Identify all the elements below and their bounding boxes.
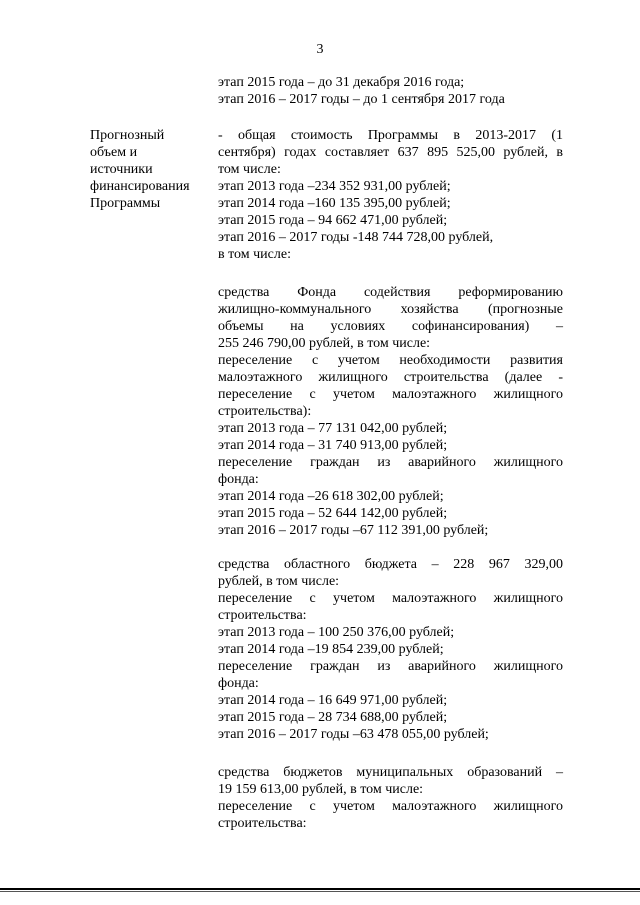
text-line: том числе:: [218, 162, 281, 177]
text-line: переселение граждан из аварийного жилищного: [218, 659, 563, 674]
text-line: этап 2015 года – 28 734 688,00 рублей;: [218, 710, 448, 725]
text-line: сентября) годах составляет 637 895 525,00 рублей, в: [218, 145, 563, 160]
text-line: средства областного бюджета – 228 967 329,00: [218, 557, 563, 572]
text-line: этап 2015 года – 52 644 142,00 рублей;: [218, 506, 448, 521]
text-line: рублей, в том числе:: [218, 574, 340, 589]
text-line: строительства:: [218, 608, 307, 623]
text-line: фонда:: [218, 472, 259, 487]
text-line: этап 2014 года – 16 649 971,00 рублей;: [218, 693, 448, 708]
text-line: переселение с учетом малоэтажного жилищного: [218, 387, 563, 402]
text-line: в том числе:: [218, 247, 291, 262]
fund-block: [218, 284, 563, 539]
text-line: этап 2014 года –160 135 395,00 рублей;: [218, 196, 451, 211]
text-line: - общая стоимость Программы в 2013-2017 (1: [218, 128, 563, 143]
text-line: переселение с учетом малоэтажного жилищного: [218, 799, 563, 814]
text-line: этап 2014 года – 31 740 913,00 рублей;: [218, 438, 448, 453]
total-cost-block: [218, 127, 563, 263]
text-line: этап 2013 года –234 352 931,00 рублей;: [218, 179, 451, 194]
text-line: строительства):: [218, 404, 312, 419]
text-line: 255 246 790,00 рублей, в том числе:: [218, 336, 431, 351]
text-line: жилищно-коммунального хозяйства (прогнозные: [218, 302, 563, 317]
text-line: малоэтажного жилищного строительства (далее -: [218, 370, 563, 385]
text-line: строительства:: [218, 816, 307, 831]
intro-line-2: этап 2016 – 2017 годы – до 1 сентября 2017 года: [218, 92, 505, 107]
page-number: 3: [316, 42, 324, 57]
intro-line-1: этап 2015 года – до 31 декабря 2016 года;: [218, 75, 465, 90]
text-line: этап 2016 – 2017 годы -148 744 728,00 рублей,: [218, 230, 494, 245]
text-line: этап 2015 года – 94 662 471,00 рублей;: [218, 213, 448, 228]
financing-label: [90, 127, 190, 212]
text-line: объемы на условиях софинансирования) –: [218, 319, 563, 334]
text-line: этап 2014 года –26 618 302,00 рублей;: [218, 489, 444, 504]
text-line: средства бюджетов муниципальных образований –: [218, 765, 563, 780]
text-line: этап 2013 года – 100 250 376,00 рублей;: [218, 625, 455, 640]
bottom-rule: [0, 888, 640, 890]
text-line: 19 159 613,00 рублей, в том числе:: [218, 782, 424, 797]
text-line: переселение граждан из аварийного жилищного: [218, 455, 563, 470]
label-line: источники: [90, 162, 153, 177]
text-line: фонда:: [218, 676, 259, 691]
text-line: переселение с учетом необходимости развития: [218, 353, 563, 368]
label-line: объем и: [90, 145, 138, 160]
text-line: переселение с учетом малоэтажного жилищного: [218, 591, 563, 606]
text-line: этап 2014 года –19 854 239,00 рублей;: [218, 642, 444, 657]
text-line: этап 2013 года – 77 131 042,00 рублей;: [218, 421, 448, 436]
label-line: Прогнозный: [90, 128, 165, 143]
regional-budget-block: [218, 556, 563, 743]
text-line: этап 2016 – 2017 годы –67 112 391,00 рублей;: [218, 523, 489, 538]
label-line: Программы: [90, 196, 161, 211]
text-line: этап 2016 – 2017 годы –63 478 055,00 рублей;: [218, 727, 489, 742]
text-line: средства Фонда содействия реформированию: [218, 285, 563, 300]
bottom-rule-thin: [0, 891, 640, 892]
municipal-budget-block: [218, 764, 563, 832]
label-line: финансирования: [90, 179, 190, 194]
